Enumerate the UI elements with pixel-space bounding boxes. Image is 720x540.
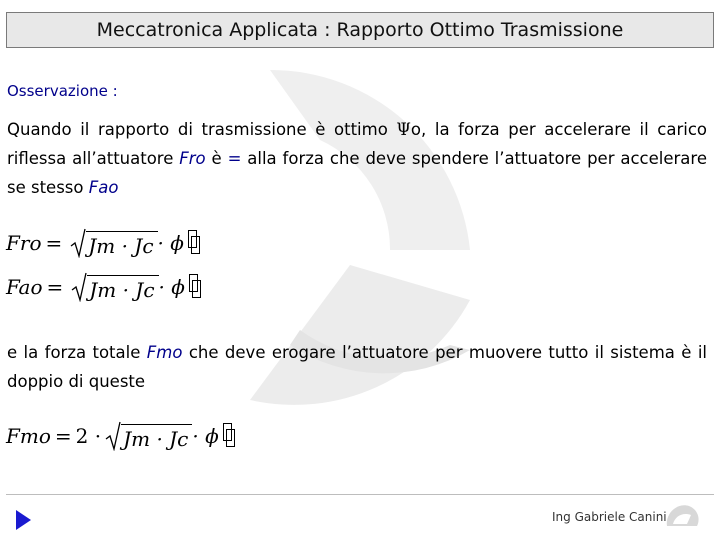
slide-title-bar: [6, 12, 714, 48]
logo-icon: [663, 500, 703, 532]
sqrt-symbol: [105, 421, 192, 451]
placeholder-box-icon: [186, 228, 202, 258]
sqrt-symbol: [71, 272, 158, 302]
slide-title: Meccatronica Applicata : Rapporto Ottimo Trasmissione: [96, 19, 624, 41]
text-segment: e la forza totale: [7, 343, 147, 362]
formula-lhs: Fmo: [6, 424, 51, 448]
formula-coefficient: 2 ·: [75, 424, 102, 448]
formula-equals: =: [54, 424, 72, 448]
sqrt-symbol: [70, 228, 157, 258]
paragraph-observation: [7, 115, 707, 202]
text-segment: Quando il rapporto di trasmissione è ottimo: [7, 120, 397, 139]
section-label: Osservazione :: [7, 82, 118, 100]
formula-fao: [6, 267, 203, 307]
equals-sign: =: [227, 149, 242, 168]
formula-tail: · ϕ: [157, 231, 184, 255]
footer-divider: [6, 494, 714, 495]
placeholder-box-icon: [221, 421, 237, 451]
formula-equals: =: [46, 275, 64, 299]
formula-fro: [6, 223, 202, 263]
radicand: Jm · Jc: [121, 424, 192, 451]
formula-equals: =: [45, 231, 63, 255]
radicand: Jm · Jc: [87, 275, 158, 302]
radicand: Jm · Jc: [86, 231, 157, 258]
placeholder-box-icon: [187, 272, 203, 302]
term-fao: Fao: [88, 178, 119, 197]
text-segment: alla forza che deve spendere l’attuatore per accelerare se stesso: [7, 149, 707, 197]
psi-symbol: Ψ: [396, 120, 411, 139]
next-slide-arrow-icon[interactable]: [16, 510, 31, 530]
term-fmo: Fmo: [146, 343, 183, 362]
formula-fmo: [6, 416, 237, 456]
term-fro: Fro: [179, 149, 206, 168]
text-segment: è: [205, 149, 228, 168]
paragraph-total-force: [7, 338, 707, 396]
text-segment: che deve erogare l’attuatore per muovere tutto il sistema è il doppio di queste: [7, 343, 707, 391]
formula-tail: · ϕ: [192, 424, 219, 448]
formula-lhs: Fao: [6, 275, 43, 299]
footer-author: Ing Gabriele Canini: [552, 510, 667, 524]
formula-lhs: Fro: [6, 231, 42, 255]
formula-tail: · ϕ: [158, 275, 185, 299]
text-segment: o, la forza per accelerare il carico riflessa all’attuatore: [7, 120, 707, 168]
